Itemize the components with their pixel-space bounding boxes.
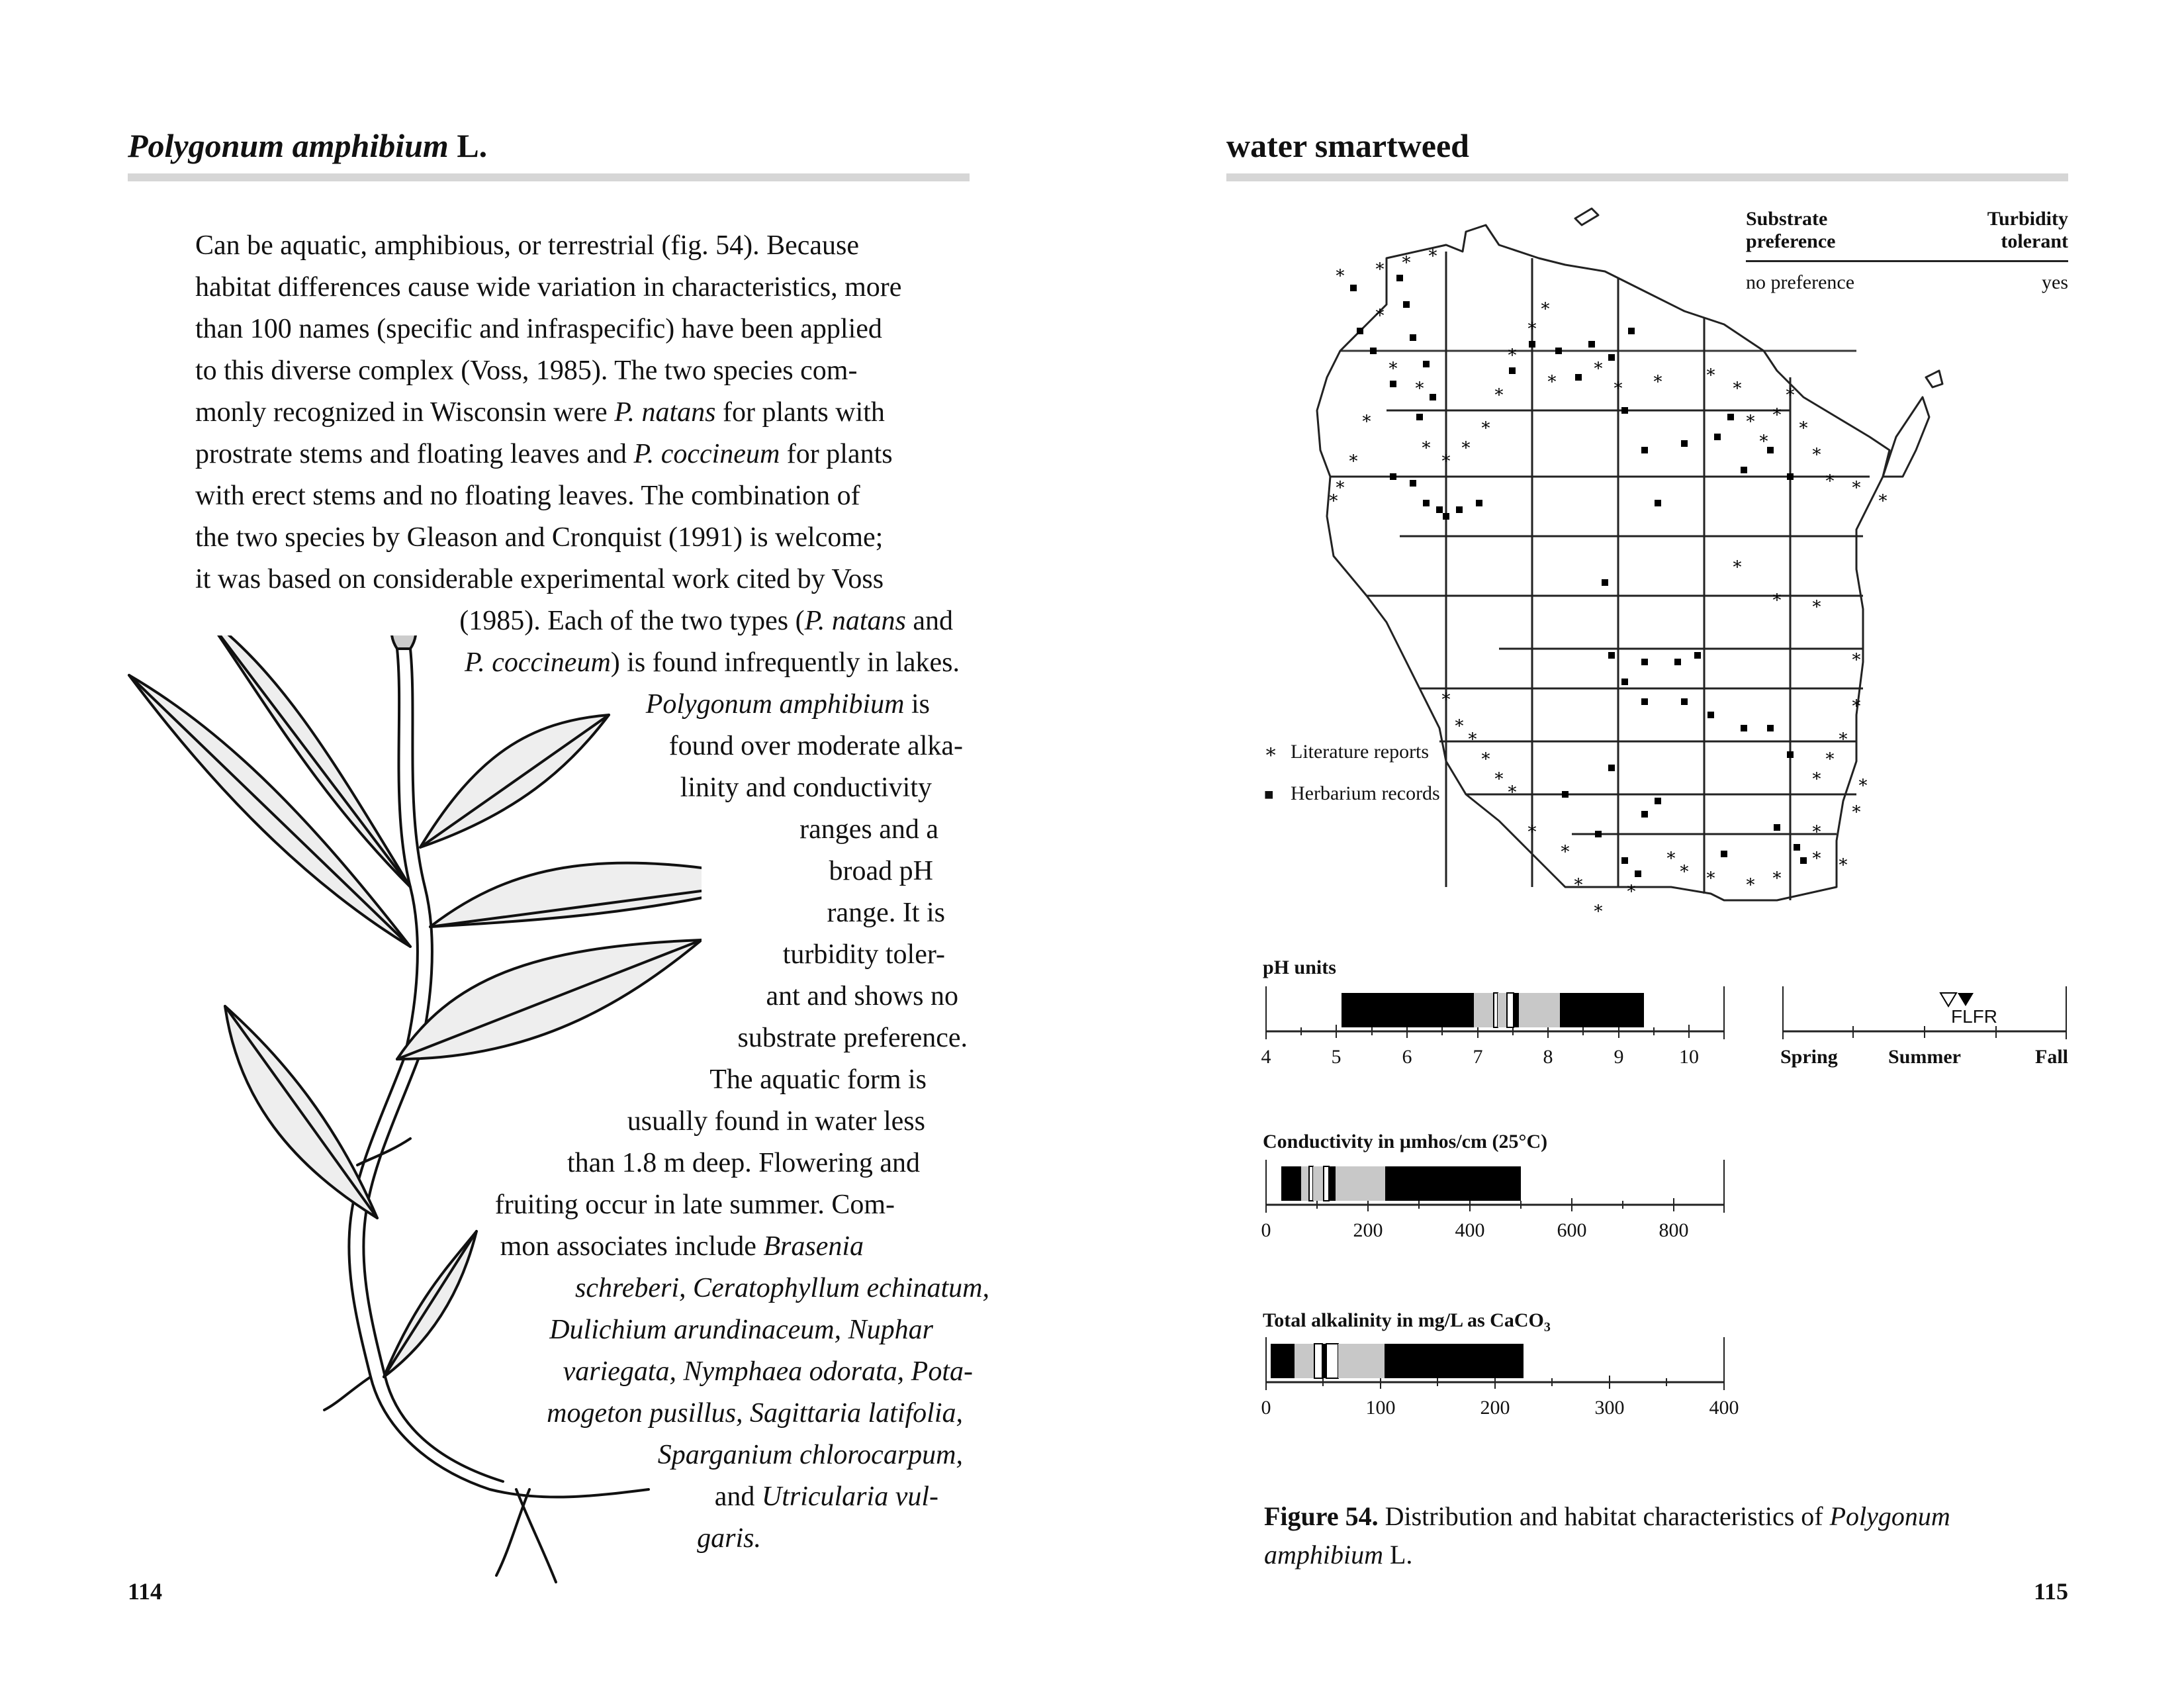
herbarium-record-marker bbox=[1727, 414, 1734, 420]
literature-report-marker: ∗ bbox=[1850, 799, 1862, 818]
season-markers-label: FLFR bbox=[1951, 1006, 1997, 1027]
herbarium-record-marker bbox=[1794, 844, 1800, 851]
body-line: range. It is bbox=[827, 898, 945, 928]
literature-report-marker: ∗ bbox=[1572, 872, 1584, 891]
literature-report-marker: ∗ bbox=[1480, 415, 1492, 434]
literature-report-marker: ∗ bbox=[1493, 382, 1505, 401]
literature-report-marker: ∗ bbox=[1612, 375, 1624, 395]
herbarium-record-marker bbox=[1707, 712, 1714, 718]
literature-report-marker: ∗ bbox=[1824, 746, 1836, 765]
literature-report-marker: ∗ bbox=[1334, 263, 1346, 282]
literature-report-marker: ∗ bbox=[1592, 898, 1604, 917]
literature-report-marker: ∗ bbox=[1440, 686, 1452, 706]
literature-report-marker: ∗ bbox=[1652, 369, 1664, 388]
conductivity-chart bbox=[1257, 1160, 1741, 1213]
literature-report-marker: ∗ bbox=[1453, 713, 1465, 732]
literature-report-marker: ∗ bbox=[1625, 878, 1637, 898]
herbarium-record-marker bbox=[1721, 851, 1727, 857]
literature-report-marker: ∗ bbox=[1857, 773, 1869, 792]
herbarium-record-marker bbox=[1641, 811, 1648, 818]
herbarium-record-marker bbox=[1403, 301, 1410, 308]
herbarium-record-marker bbox=[1635, 870, 1641, 877]
body-line: monly recognized in Wisconsin were P. natans for plants with bbox=[195, 397, 885, 428]
herbarium-record-marker bbox=[1390, 381, 1396, 387]
body-line: Polygonum amphibium is bbox=[645, 689, 930, 720]
herbarium-record-marker bbox=[1562, 791, 1569, 798]
right-page-title: water smartweed bbox=[1226, 127, 1469, 164]
literature-report-marker: ∗ bbox=[1526, 316, 1538, 335]
herbarium-record-marker bbox=[1767, 725, 1774, 731]
literature-report-marker: ∗ bbox=[1374, 256, 1386, 275]
literature-report-marker: ∗ bbox=[1427, 243, 1439, 262]
herbarium-record-marker bbox=[1416, 414, 1423, 420]
literature-report-marker: ∗ bbox=[1771, 587, 1783, 606]
literature-report-marker: ∗ bbox=[1334, 475, 1346, 494]
literature-report-marker: ∗ bbox=[1414, 375, 1426, 395]
literature-report-marker: ∗ bbox=[1493, 766, 1505, 785]
herbarium-record-marker bbox=[1800, 857, 1807, 864]
left-page-number: 114 bbox=[128, 1578, 163, 1605]
distribution-map bbox=[1314, 199, 1976, 927]
herbarium-record-marker bbox=[1476, 500, 1482, 506]
literature-report-marker: ∗ bbox=[1811, 819, 1823, 838]
body-line: ant and shows no bbox=[766, 981, 958, 1011]
literature-report-marker: ∗ bbox=[1850, 475, 1862, 494]
literature-report-marker: ∗ bbox=[1811, 442, 1823, 461]
literature-report-marker: ∗ bbox=[1811, 766, 1823, 785]
body-line: substrate preference. bbox=[737, 1023, 968, 1053]
literature-report-marker: ∗ bbox=[1592, 355, 1604, 375]
figure-caption: Figure 54. Distribution and habitat characteristics of Polygonum amphibium L. bbox=[1264, 1501, 1950, 1570]
herbarium-record-marker bbox=[1787, 473, 1794, 480]
herbarium-record-marker bbox=[1410, 480, 1416, 487]
herbarium-record-marker bbox=[1423, 361, 1430, 367]
herbarium-record-marker bbox=[1595, 831, 1602, 837]
alkalinity-chart bbox=[1257, 1337, 1741, 1390]
literature-report-marker: ∗ bbox=[1546, 369, 1558, 388]
herbarium-record-marker bbox=[1621, 407, 1628, 414]
conductivity-tick-label: 0 bbox=[1261, 1219, 1271, 1241]
herbarium-record-marker bbox=[1628, 328, 1635, 334]
herbarium-record-marker bbox=[1714, 434, 1721, 440]
literature-report-marker: ∗ bbox=[1440, 448, 1452, 467]
square-icon: ■ bbox=[1264, 786, 1274, 804]
body-line: broad pH bbox=[829, 856, 933, 886]
ph-tick-label: 7 bbox=[1473, 1046, 1483, 1068]
asterisk-icon: ∗ bbox=[1264, 741, 1278, 763]
literature-report-marker: ∗ bbox=[1824, 468, 1836, 487]
body-line: Sparganium chlorocarpum, bbox=[657, 1440, 963, 1470]
conductivity-tick-label: 200 bbox=[1353, 1219, 1383, 1241]
herbarium-record-marker bbox=[1575, 374, 1582, 381]
literature-report-marker: ∗ bbox=[1665, 845, 1677, 865]
body-line: schreberi, Ceratophyllum echinatum, bbox=[574, 1273, 989, 1303]
body-line: the two species by Gleason and Cronquist (1991) is welcome; bbox=[195, 522, 884, 553]
literature-report-marker: ∗ bbox=[1328, 488, 1340, 507]
body-line: than 100 names (specific and infraspecific) have been applied bbox=[195, 314, 882, 344]
species-author: L. bbox=[448, 127, 488, 164]
alkalinity-tick-label: 100 bbox=[1365, 1397, 1396, 1419]
literature-report-marker: ∗ bbox=[1771, 402, 1783, 421]
legend-herbarium: ■ Herbarium records bbox=[1264, 782, 1440, 804]
literature-report-marker: ∗ bbox=[1506, 779, 1518, 798]
literature-report-marker: ∗ bbox=[1745, 408, 1756, 428]
literature-report-marker: ∗ bbox=[1731, 554, 1743, 573]
ph-chart bbox=[1257, 986, 1741, 1039]
herbarium-record-marker bbox=[1674, 659, 1681, 665]
herbarium-record-marker bbox=[1741, 467, 1747, 473]
flowering-marker bbox=[1940, 993, 1956, 1006]
body-line: turbidity toler- bbox=[782, 939, 945, 970]
herbarium-record-marker bbox=[1529, 341, 1535, 348]
herbarium-record-marker bbox=[1509, 367, 1516, 374]
substrate-value: no preference bbox=[1746, 271, 1855, 293]
herbarium-record-marker bbox=[1767, 447, 1774, 453]
body-line: fruiting occur in late summer. Com- bbox=[494, 1190, 895, 1220]
herbarium-record-marker bbox=[1681, 698, 1688, 705]
herbarium-record-marker bbox=[1396, 275, 1403, 281]
herbarium-record-marker bbox=[1443, 513, 1449, 520]
herbarium-record-marker bbox=[1350, 285, 1357, 291]
turbidity-header: Turbidity tolerant bbox=[1987, 208, 2068, 252]
literature-report-marker: ∗ bbox=[1837, 852, 1849, 871]
herbarium-record-marker bbox=[1608, 354, 1615, 361]
body-line: prostrate stems and floating leaves and P. coccineum for plants bbox=[195, 439, 893, 469]
herbarium-record-marker bbox=[1608, 652, 1615, 659]
literature-report-marker: ∗ bbox=[1705, 362, 1717, 381]
plant-illustration bbox=[119, 635, 702, 1602]
season-chart bbox=[1780, 986, 2071, 1039]
literature-report-marker: ∗ bbox=[1506, 342, 1518, 361]
literature-report-marker: ∗ bbox=[1361, 408, 1373, 428]
herbarium-record-marker bbox=[1621, 857, 1628, 864]
herbarium-record-marker bbox=[1555, 348, 1562, 354]
herbarium-record-marker bbox=[1655, 798, 1661, 804]
alkalinity-tick-label: 0 bbox=[1261, 1397, 1271, 1419]
conductivity-tick-label: 400 bbox=[1455, 1219, 1485, 1241]
alkalinity-tick-label: 400 bbox=[1709, 1397, 1739, 1419]
table-rule bbox=[1746, 260, 2068, 262]
literature-report-marker: ∗ bbox=[1559, 839, 1571, 858]
literature-report-marker: ∗ bbox=[1771, 865, 1783, 884]
literature-report-marker: ∗ bbox=[1745, 872, 1756, 891]
literature-report-marker: ∗ bbox=[1850, 647, 1862, 666]
literature-report-marker: ∗ bbox=[1811, 845, 1823, 865]
body-line: found over moderate alka- bbox=[668, 731, 963, 761]
body-line: linity and conductivity bbox=[680, 773, 932, 803]
body-line: mon associates include Brasenia bbox=[500, 1231, 864, 1262]
ph-tick-label: 5 bbox=[1331, 1046, 1342, 1068]
literature-report-marker: ∗ bbox=[1797, 415, 1809, 434]
body-line: ranges and a bbox=[799, 814, 938, 845]
ph-tick-label: 6 bbox=[1402, 1046, 1412, 1068]
herbarium-record-marker bbox=[1608, 765, 1615, 771]
herbarium-record-marker bbox=[1774, 824, 1780, 831]
fruiting-marker bbox=[1958, 993, 1974, 1006]
literature-report-marker: ∗ bbox=[1374, 303, 1386, 322]
body-line: it was based on considerable experimental work cited by Voss bbox=[195, 564, 884, 594]
herbarium-record-marker bbox=[1641, 659, 1648, 665]
ph-tick-label: 4 bbox=[1261, 1046, 1271, 1068]
literature-report-marker: ∗ bbox=[1480, 746, 1492, 765]
literature-report-marker: ∗ bbox=[1877, 488, 1889, 507]
herbarium-record-marker bbox=[1641, 698, 1648, 705]
herbarium-record-marker bbox=[1655, 500, 1661, 506]
alkalinity-tick-label: 200 bbox=[1480, 1397, 1510, 1419]
conductivity-chart-label: Conductivity in µmhos/cm (25°C) bbox=[1263, 1131, 1548, 1152]
conductivity-tick-label: 800 bbox=[1659, 1219, 1689, 1241]
literature-report-marker: ∗ bbox=[1526, 819, 1538, 838]
herbarium-record-marker bbox=[1430, 394, 1436, 400]
turbidity-value: yes bbox=[2042, 271, 2068, 293]
body-line: P. coccineum) is found infrequently in lakes. bbox=[464, 647, 960, 678]
legend-literature: ∗ Literature reports bbox=[1264, 741, 1430, 763]
herbarium-record-marker bbox=[1456, 506, 1463, 513]
body-line: to this diverse complex (Voss, 1985). The two species com- bbox=[195, 355, 858, 386]
literature-report-marker: ∗ bbox=[1758, 428, 1770, 447]
literature-report-marker: ∗ bbox=[1400, 250, 1412, 269]
body-line: with erect stems and no floating leaves. The combination of bbox=[195, 481, 860, 511]
herbarium-record-marker bbox=[1588, 341, 1595, 348]
body-line: garis. bbox=[697, 1523, 761, 1554]
species-name: Polygonum amphibium bbox=[128, 127, 449, 164]
herbarium-record-marker bbox=[1621, 679, 1628, 685]
body-line: mogeton pusillus, Sagittaria latifolia, bbox=[547, 1398, 963, 1429]
left-title-rule bbox=[128, 173, 970, 181]
literature-report-marker: ∗ bbox=[1705, 865, 1717, 884]
herbarium-record-marker bbox=[1681, 440, 1688, 447]
ph-chart-label: pH units bbox=[1263, 957, 1336, 978]
herbarium-record-marker bbox=[1741, 725, 1747, 731]
literature-report-marker: ∗ bbox=[1837, 726, 1849, 745]
season-tick-label: Fall bbox=[2035, 1046, 2068, 1068]
literature-report-marker: ∗ bbox=[1347, 448, 1359, 467]
literature-report-marker: ∗ bbox=[1539, 296, 1551, 315]
body-line: usually found in water less bbox=[627, 1106, 925, 1137]
literature-report-marker: ∗ bbox=[1784, 382, 1796, 401]
body-line: and Utricularia vul- bbox=[714, 1481, 938, 1512]
alkalinity-chart-label: Total alkalinity in mg/L as CaCO$_3$ bbox=[1263, 1309, 1551, 1335]
ph-tick-label: 8 bbox=[1543, 1046, 1553, 1068]
body-line: The aquatic form is bbox=[709, 1064, 927, 1095]
herbarium-record-marker bbox=[1436, 506, 1443, 513]
conductivity-tick-label: 600 bbox=[1557, 1219, 1587, 1241]
right-title-rule bbox=[1226, 173, 2068, 181]
literature-report-marker: ∗ bbox=[1731, 375, 1743, 395]
literature-report-marker: ∗ bbox=[1811, 594, 1823, 613]
substrate-header: Substrate preference bbox=[1746, 208, 1836, 252]
herbarium-record-marker bbox=[1390, 473, 1396, 480]
literature-report-marker: ∗ bbox=[1850, 693, 1862, 712]
body-line: variegata, Nymphaea odorata, Pota- bbox=[563, 1356, 973, 1387]
herbarium-record-marker bbox=[1602, 579, 1608, 586]
herbarium-record-marker bbox=[1357, 328, 1363, 334]
literature-report-marker: ∗ bbox=[1420, 435, 1432, 454]
ph-tick-label: 9 bbox=[1614, 1046, 1624, 1068]
body-line: habitat differences cause wide variation in characteristics, more bbox=[195, 272, 902, 303]
literature-report-marker: ∗ bbox=[1387, 355, 1399, 375]
left-page-title bbox=[128, 126, 487, 165]
literature-report-marker: ∗ bbox=[1460, 435, 1472, 454]
body-line: (1985). Each of the two types (P. natans and bbox=[459, 606, 953, 636]
herbarium-record-marker bbox=[1423, 500, 1430, 506]
herbarium-record-marker bbox=[1787, 751, 1794, 758]
literature-report-marker: ∗ bbox=[1467, 726, 1479, 745]
herbarium-record-marker bbox=[1641, 447, 1648, 453]
ph-tick-label: 10 bbox=[1679, 1046, 1699, 1068]
herbarium-record-marker bbox=[1694, 652, 1701, 659]
herbarium-record-marker bbox=[1370, 348, 1377, 354]
body-line: Can be aquatic, amphibious, or terrestrial (fig. 54). Because bbox=[195, 230, 859, 261]
herbarium-record-marker bbox=[1410, 334, 1416, 341]
alkalinity-tick-label: 300 bbox=[1594, 1397, 1625, 1419]
body-line: than 1.8 m deep. Flowering and bbox=[567, 1148, 920, 1178]
literature-report-marker: ∗ bbox=[1678, 859, 1690, 878]
season-tick-label: Summer bbox=[1888, 1046, 1961, 1068]
right-page-number: 115 bbox=[2033, 1578, 2068, 1605]
season-tick-label: Spring bbox=[1780, 1046, 1838, 1068]
body-line: Dulichium arundinaceum, Nuphar bbox=[549, 1315, 933, 1345]
